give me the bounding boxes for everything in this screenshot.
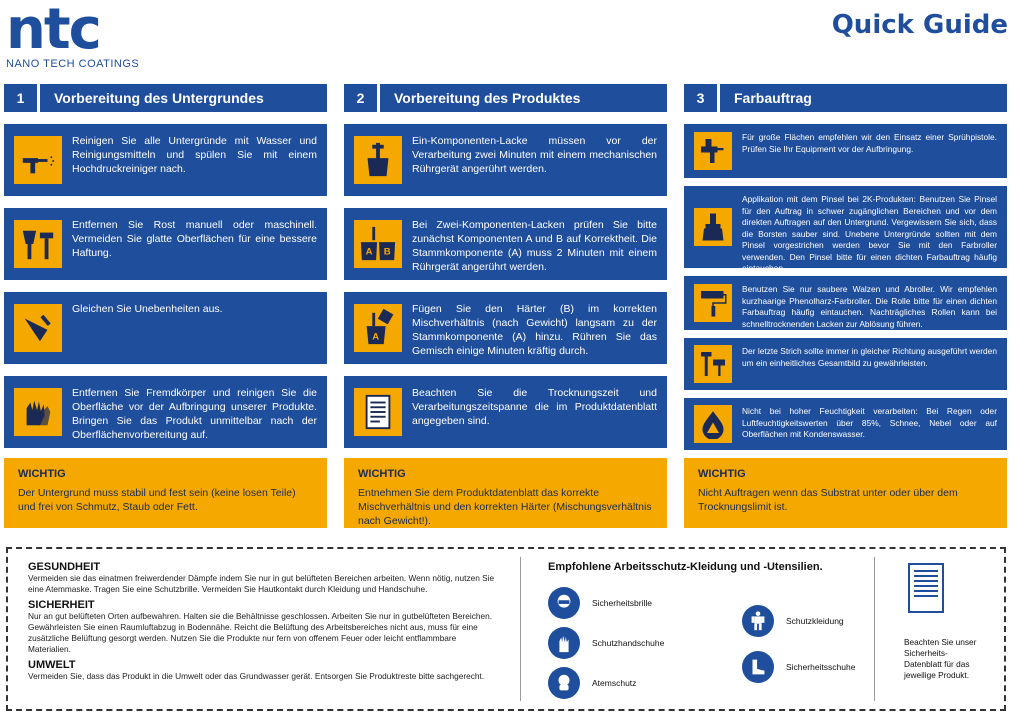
gloves-icon [548,627,580,659]
warning-text: Nicht Auftragen wenn das Substrat unter oder über dem Trocknungslimit ist. [698,487,958,513]
column-paint-application [684,84,1007,513]
datasheet-icon [908,563,944,613]
brush-roller-icon [694,345,732,383]
spray-gun-icon [694,132,732,170]
ppe-label: Schutzkleidung [786,616,844,626]
column-surface-prep [4,84,327,513]
step-text: Applikation mit dem Pinsel bei 2K-Produkten: Benutzen Sie Pinsel für den Auftrag in schwer zugänglichen Bereichen und vor dem direkten Auftragen auf den Untergrund. Vergewissern Sie sich, dass die Borsten sauber sind. Unebene Untergründe sollten mit dem Pinsel vorgestrichen werden bevor Sie mit den Farbroller verwenden. Den Pinsel bitte für einen dichten Farbauftrag häufig eintauchen. [742,194,997,273]
step-card [344,124,667,196]
step-card [4,376,327,448]
warning-box [344,458,667,528]
step-text: Der letzte Strich sollte immer in gleicher Richtung ausgeführt werden um ein einheitliches Gesamtbild zu gewährleisten. [742,346,997,368]
logo-subtitle: NANO TECH COATINGS [6,58,140,70]
environment-text: Vermeiden Sie, dass das Produkt in die Umwelt oder das Grundwasser gerät. Entsorgen Sie Produktreste bitte sachgerecht. [28,671,485,681]
coverall-icon [742,605,774,637]
safety-title: SICHERHEIT [28,599,95,611]
warning-text: Der Untergrund muss stabil und fest sein (keine losen Teile) und frei von Schmutz, Staub oder Fett. [18,487,296,513]
ppe-item [548,587,652,619]
mixer-bucket-icon [354,136,402,184]
gloves-cleaning-icon [14,388,62,436]
step-text: Benutzen Sie nur saubere Walzen und Abroller. Wir empfehlen kurzhaarige Phenolharz-Farbroller. Die Rolle bitte für einen dichten Farbauftrag häufig eintauchen. Nachträgliches Rollen kann bei schnelltrocknenden Lacken zur Ablösung führen. [742,284,997,329]
step-card [344,376,667,448]
step-text: Entfernen Sie Rost manuell oder maschinell. Vermeiden Sie glatte Oberflächen für eine bessere Haftung. [72,219,317,259]
section-header [684,84,1007,112]
ppe-label: Sicherheitsschuhe [786,662,856,672]
warning-title: WICHTIG [358,468,406,480]
brush-icon [694,208,732,246]
section-title: Vorbereitung des Untergrundes [54,90,264,106]
step-text: Reinigen Sie alle Untergründe mit Wasser und Reinigungsmitteln und spülen Sie mit einem Hochdruckreiniger nach. [72,135,317,175]
step-card [4,124,327,196]
column-product-prep [344,84,667,527]
scraper-hammer-icon [14,220,62,268]
warning-text: Entnehmen Sie dem Produktdatenblatt das korrekte Mischverhältnis und den korrekten Härter (Mischungsverhältnis nach Gewicht!). [358,487,652,527]
step-text: Ein-Komponenten-Lacke müssen vor der Verarbeitung zwei Minuten mit einem mechanischen Rührgerät angerührt werden. [412,135,657,175]
ppe-label: Atemschutz [592,678,637,688]
ppe-label: Schutzhandschuhe [592,638,665,648]
step-text: Fügen Sie den Härter (B) im korrekten Mischverhältnis (nach Gewicht) langsam zu der Stammkomponente (A) hinzu. Rühren Sie das Gemisch einige Minuten kräftig durch. [412,303,657,357]
step-text: Für große Flächen empfehlen wir den Einsatz einer Sprühpistole. Prüfen Sie Ihr Equipment vor der Aufbringung. [742,132,997,154]
step-card [684,124,1007,178]
safety-text: Nur an gut belüfteten Orten aufbewahren. Halten sie die Behältnisse geschlossen. Arbeiten Sie nur in gutbelüfteten Bereichen. Gewährleisten Sie einen Raumluftabzug in Bodennähe. Reicht die Belüftung des Arbeitsbereiches nicht aus, muss für eine zusätzliche Belüftung gesorgt werden. Nutzen Sie die Produkte nur fern von offenem Feuer oder leicht entflammbare Materialien. [28,611,493,654]
page-title: Quick Guide [831,10,1008,40]
section-title: Farbauftrag [734,90,812,106]
ppe-item [548,667,636,699]
logo [6,8,139,70]
step-card [4,208,327,280]
humidity-drop-icon [694,405,732,443]
safety-boots-icon [742,651,774,683]
trowel-icon [14,304,62,352]
divider [520,557,521,701]
ppe-item [742,651,855,683]
step-card [684,276,1007,330]
step-card [344,292,667,364]
svg-text:A: A [365,246,373,258]
pressure-washer-icon [14,136,62,184]
section-number: 2 [344,84,380,112]
health-title: GESUNDHEIT [28,561,101,573]
warning-box [684,458,1007,528]
step-card [684,186,1007,273]
warning-box [4,458,327,528]
warning-title: WICHTIG [698,468,746,480]
step-text: Gleichen Sie Unebenheiten aus. [72,303,223,315]
logo-mark: ntc [6,8,100,54]
divider [874,557,875,701]
svg-text:B: B [383,246,391,258]
section-header [344,84,667,112]
ppe-item [742,605,844,637]
step-card [684,398,1007,450]
step-card [4,292,327,364]
environment-title: UMWELT [28,659,76,671]
section-header [4,84,327,112]
datasheet-icon [354,388,402,436]
roller-icon [694,284,732,322]
two-buckets-icon [354,220,402,268]
step-card [684,338,1007,390]
section-number: 1 [4,84,40,112]
datasheet-note [904,563,984,681]
ppe-item [548,627,664,659]
safety-sections [28,557,498,686]
goggles-icon [548,587,580,619]
health-text: Vermeiden sie das einatmen freiwerdender Dämpfe indem Sie nur in gut belüfteten Bereichen arbeiten. Wenn nötig, nutzen Sie eine Atemmaske. Tragen Sie eine Schutzbrille. Vermeiden Sie Hautkontakt durch Kleidung und Handschuhe. [28,573,495,594]
warning-title: WICHTIG [18,468,66,480]
respirator-icon [548,667,580,699]
ppe-label: Sicherheitsbrille [592,598,652,608]
datasheet-note-text: Beachten Sie unser Sicherheits-Datenblatt für das jeweilige Produkt. [904,637,977,680]
section-number: 3 [684,84,720,112]
ppe-title: Empfohlene Arbeitsschutz-Kleidung und -Utensilien. [548,561,823,573]
svg-text:A: A [372,331,380,343]
step-text: Entfernen Sie Fremdkörper und reinigen Sie die Oberfläche vor der Aufbringung unserer Produkte. Bringen Sie das Produkt unmittelbar nach der Oberflächenvorbereitung auf. [72,387,317,441]
hardener-pour-icon [354,304,402,352]
safety-box [6,547,1006,711]
step-text: Nicht bei hoher Feuchtigkeit verarbeiten: Bei Regen oder Luftfeuchtigkeitswerten über 85%, Schnee, Nebel oder auf Oberflächen mit Kondenswasser. [742,406,997,439]
step-text: Beachten Sie die Trocknungszeit und Verarbeitungszeitspanne die im Produktdatenblatt angegeben sind. [412,387,657,427]
section-title: Vorbereitung des Produktes [394,90,581,106]
step-text: Bei Zwei-Komponenten-Lacken prüfen Sie bitte zunächst Komponenten A und B auf Korrektheit. Die Stammkomponente (A) muss 2 Minuten mit einem Rührgerät angerührt werden. [412,219,657,273]
step-card [344,208,667,280]
